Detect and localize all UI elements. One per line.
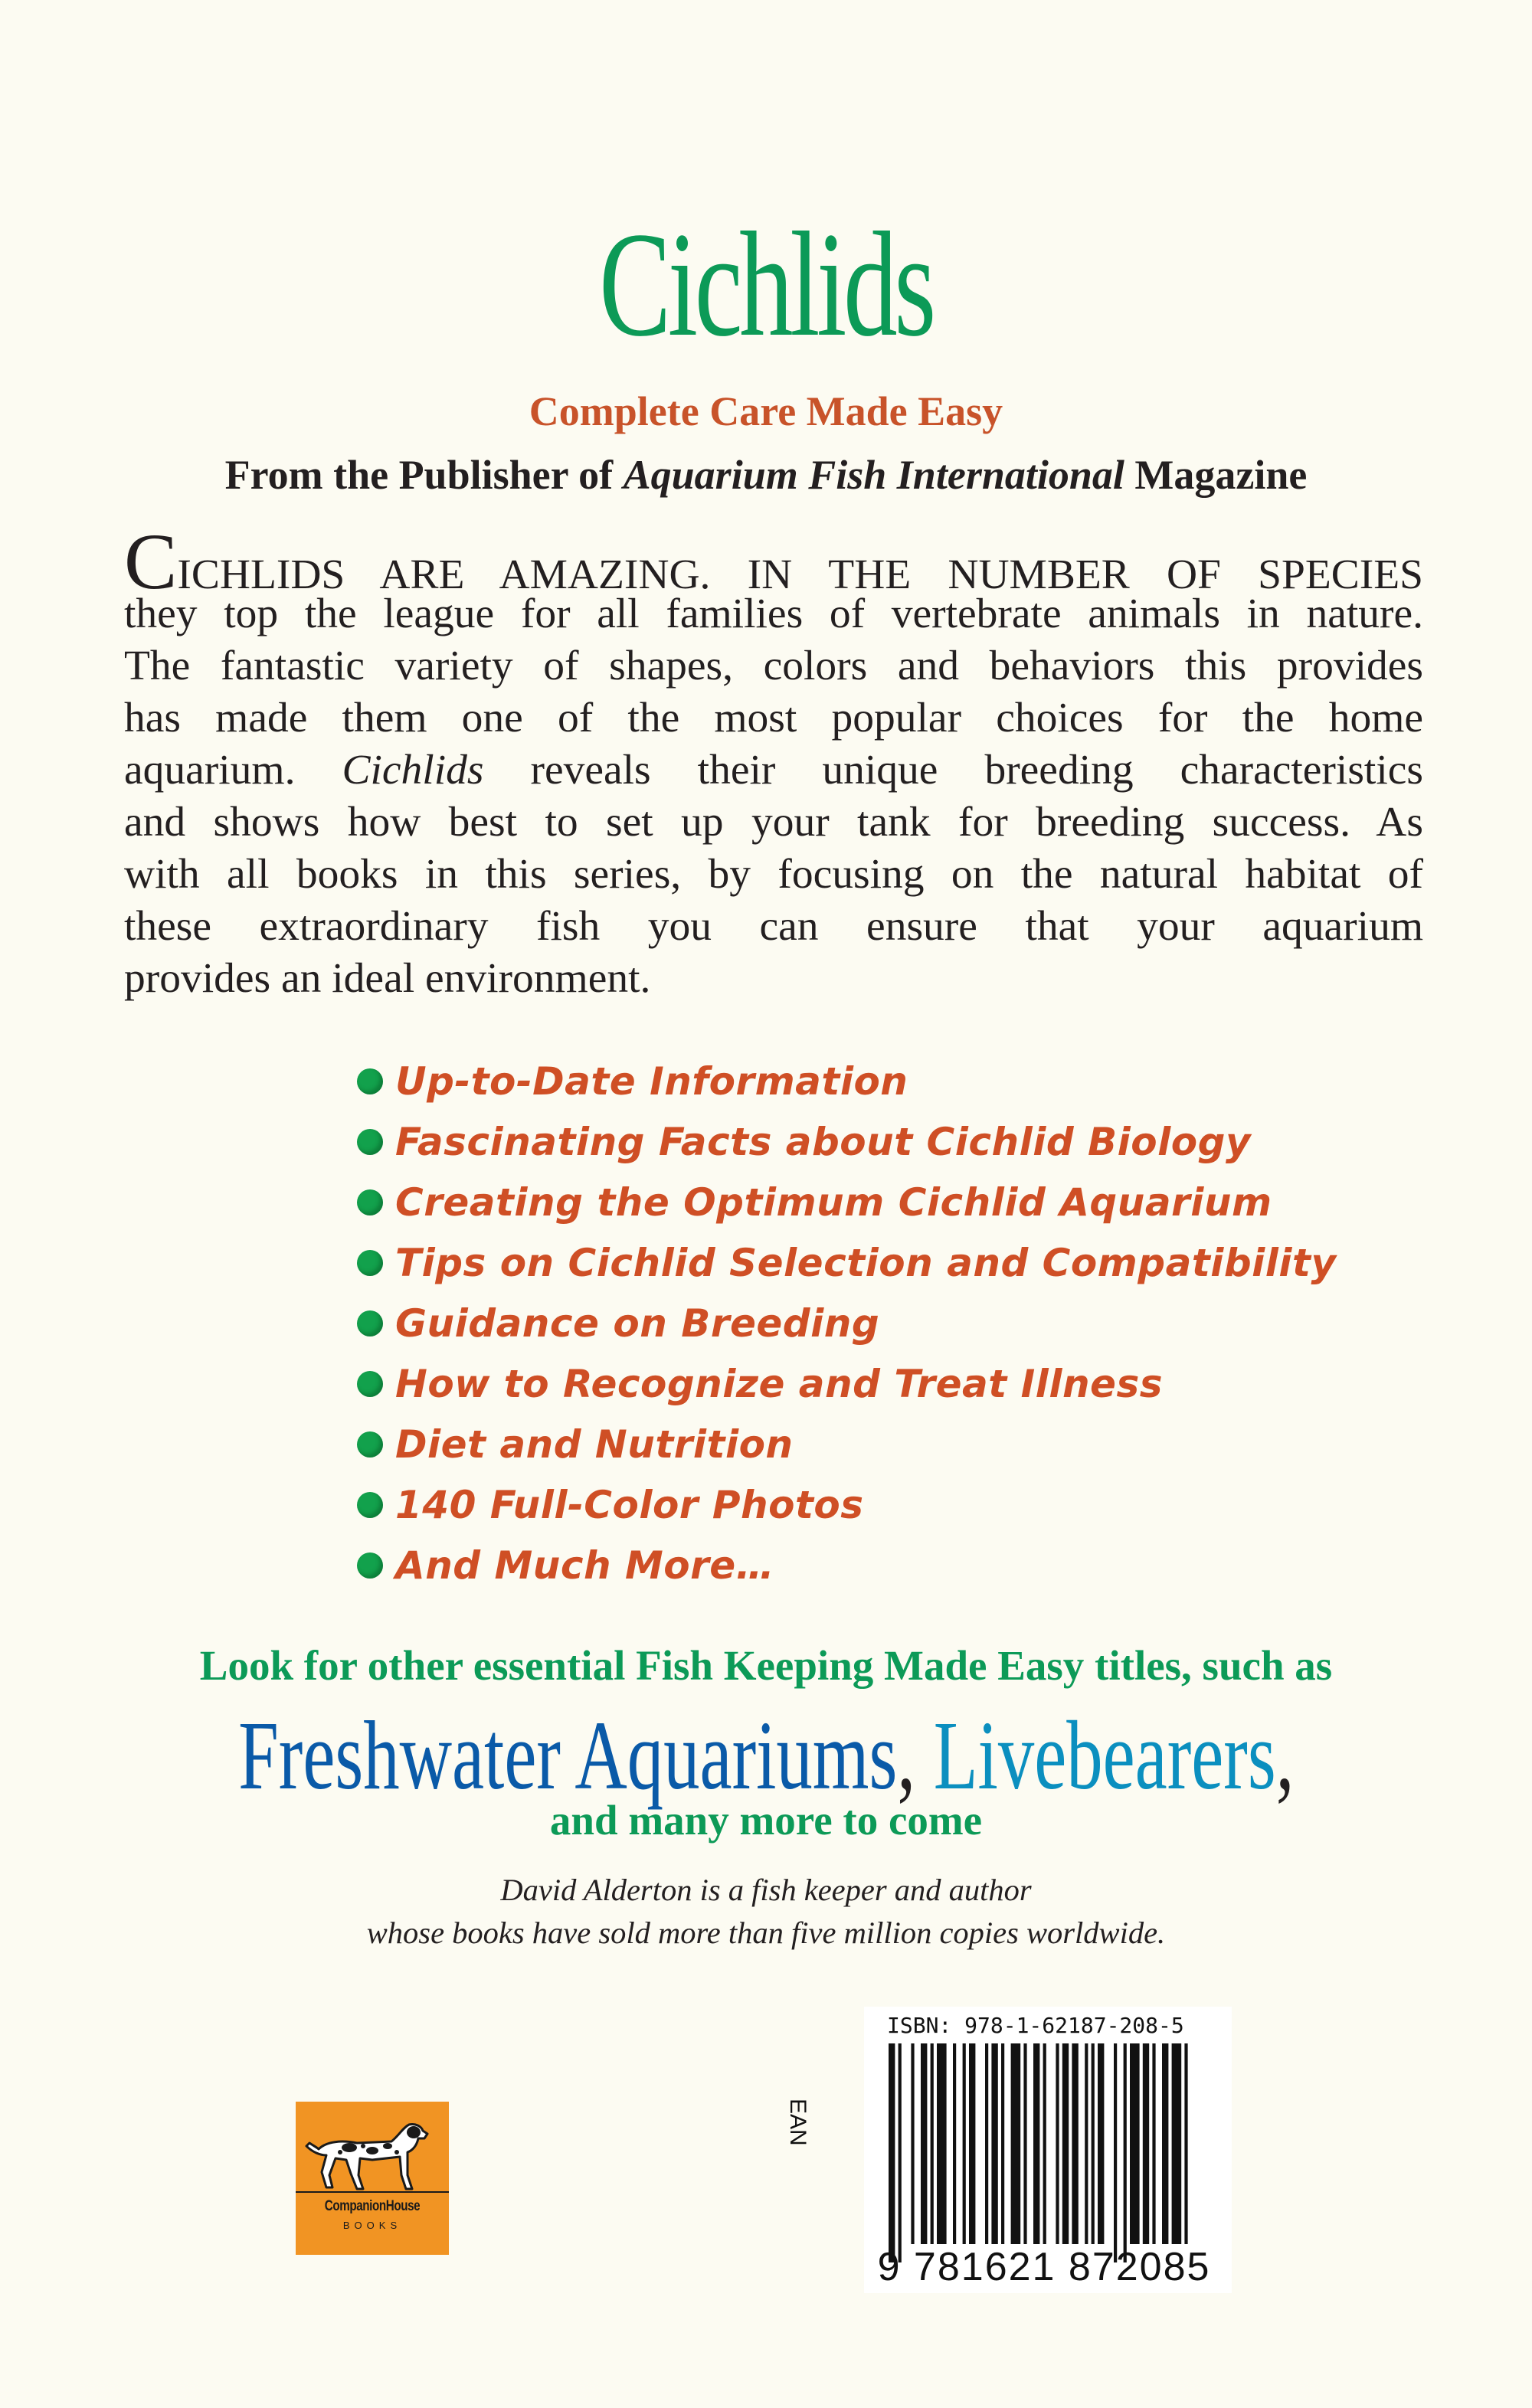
- feature-item: How to Recognize and Treat Illness: [357, 1353, 1337, 1414]
- bullet-dot-icon: [357, 1068, 383, 1094]
- barcode-bar: [899, 2043, 902, 2262]
- bullet-dot-icon: [357, 1371, 383, 1397]
- ean-number: 9 781621 872085: [877, 2245, 1211, 2289]
- book-title: Cichlids: [599, 201, 933, 368]
- feature-item: Creating the Optimum Cichlid Aquarium: [357, 1172, 1337, 1232]
- barcode-bar: [937, 2043, 947, 2244]
- barcode-bar: [1062, 2043, 1069, 2244]
- author-bio-line: whose books have sold more than five million copies worldwide.: [366, 1916, 1166, 1950]
- description-line: CICHLIDS ARE AMAZING. IN THE NUMBER OF SPECIES: [124, 518, 1423, 606]
- barcode-bar: [1130, 2043, 1140, 2244]
- barcode-bar: [1011, 2043, 1021, 2244]
- barcode-bar: [1056, 2043, 1059, 2244]
- bullet-dot-icon: [357, 1431, 383, 1458]
- magazine-name: Aquarium Fish International: [623, 452, 1124, 498]
- feature-item: Fascinating Facts about Cichlid Biology: [357, 1111, 1337, 1172]
- feature-item: And Much More…: [357, 1535, 1337, 1595]
- barcode-bar: [1085, 2043, 1088, 2244]
- barcode-bar: [985, 2043, 988, 2244]
- barcode-bar: [1092, 2043, 1095, 2244]
- barcode-bar: [1143, 2043, 1149, 2244]
- barcode-block: [785, 2007, 1232, 2293]
- barcode-bar: [931, 2043, 934, 2244]
- barcode-bar: [991, 2043, 997, 2244]
- book-title-italic: Cichlids: [342, 747, 484, 793]
- many-more-line: and many more to come: [549, 1797, 983, 1844]
- barcode-bar: [889, 2043, 895, 2262]
- description-line: with all books in this series, by focusing on the natural habitat of: [124, 851, 1423, 898]
- feature-item: 140 Full-Color Photos: [357, 1474, 1337, 1535]
- barcode-bar: [1114, 2043, 1117, 2262]
- feature-item: Diet and Nutrition: [357, 1414, 1337, 1474]
- barcode-bar: [1098, 2043, 1104, 2244]
- barcode-bar: [1072, 2043, 1078, 2244]
- feature-list: [357, 1051, 1337, 1595]
- barcode-bar: [953, 2043, 956, 2244]
- barcode-bar: [911, 2043, 914, 2244]
- barcode-bar: [1172, 2043, 1182, 2244]
- description-line: aquarium. Cichlids reveals their unique breeding characteristics: [124, 747, 1424, 793]
- publisher-prefix: From the Publisher of: [224, 452, 624, 498]
- barcode-bar: [1152, 2043, 1155, 2244]
- publisher-logo: [296, 2102, 449, 2255]
- description-line: provides an ideal environment.: [124, 955, 651, 1002]
- barcode-bar: [921, 2043, 927, 2244]
- logo-name: CompanionHouse: [324, 2198, 421, 2214]
- description-line: they top the league for all families of vertebrate animals in nature.: [124, 591, 1423, 637]
- bullet-dot-icon: [357, 1552, 383, 1579]
- barcode-bar: [1162, 2043, 1168, 2244]
- ean-label: EAN: [785, 2099, 810, 2146]
- bullet-dot-icon: [357, 1189, 383, 1215]
- other-titles: Freshwater Aquariums, Livebearers,: [237, 1701, 1295, 1810]
- feature-item: Guidance on Breeding: [357, 1293, 1337, 1353]
- bullet-dot-icon: [357, 1250, 383, 1276]
- barcode-bar: [1023, 2043, 1026, 2244]
- author-bio: [0, 1869, 1532, 1955]
- description-line: has made them one of the most popular choices for the home: [124, 695, 1423, 741]
- barcode-bar: [1124, 2043, 1127, 2262]
- book-description: [124, 518, 1424, 1005]
- description-line: and shows how best to set up your tank for breeding success. As: [124, 799, 1423, 846]
- book-subtitle: Complete Care Made Easy: [529, 388, 1003, 434]
- bullet-dot-icon: [357, 1492, 383, 1518]
- barcode-bar: [1033, 2043, 1039, 2244]
- feature-item: Tips on Cichlid Selection and Compatibility: [357, 1232, 1337, 1293]
- bullet-dot-icon: [357, 1129, 383, 1155]
- barcode-bar: [963, 2043, 966, 2244]
- logo-sub: BOOKS: [342, 2220, 402, 2231]
- barcode-icon: [885, 2043, 1192, 2262]
- other-title-livebearers: Livebearers: [933, 1701, 1276, 1810]
- author-bio-line: David Alderton is a fish keeper and author: [500, 1873, 1032, 1907]
- barcode-bar: [1001, 2043, 1004, 2244]
- publisher-line: [0, 448, 1532, 502]
- barcode-bar: [1043, 2043, 1046, 2244]
- bullet-dot-icon: [357, 1310, 383, 1337]
- isbn-label: ISBN: 978-1-62187-208-5: [887, 2013, 1184, 2038]
- feature-item: Up-to-Date Information: [357, 1051, 1337, 1111]
- barcode-bar: [1184, 2043, 1187, 2244]
- pointer-dog-icon: [296, 2102, 449, 2201]
- description-line: these extraordinary fish you can ensure that your aquarium: [124, 903, 1423, 950]
- publisher-suffix: Magazine: [1124, 452, 1308, 498]
- description-line: The fantastic variety of shapes, colors and behaviors this provides: [124, 643, 1423, 689]
- barcode-bar: [969, 2043, 975, 2244]
- drop-cap: C: [124, 518, 178, 606]
- other-title-freshwater: Freshwater Aquariums: [237, 1701, 898, 1810]
- look-for-line: Look for other essential Fish Keeping Made Easy titles, such as: [199, 1642, 1333, 1689]
